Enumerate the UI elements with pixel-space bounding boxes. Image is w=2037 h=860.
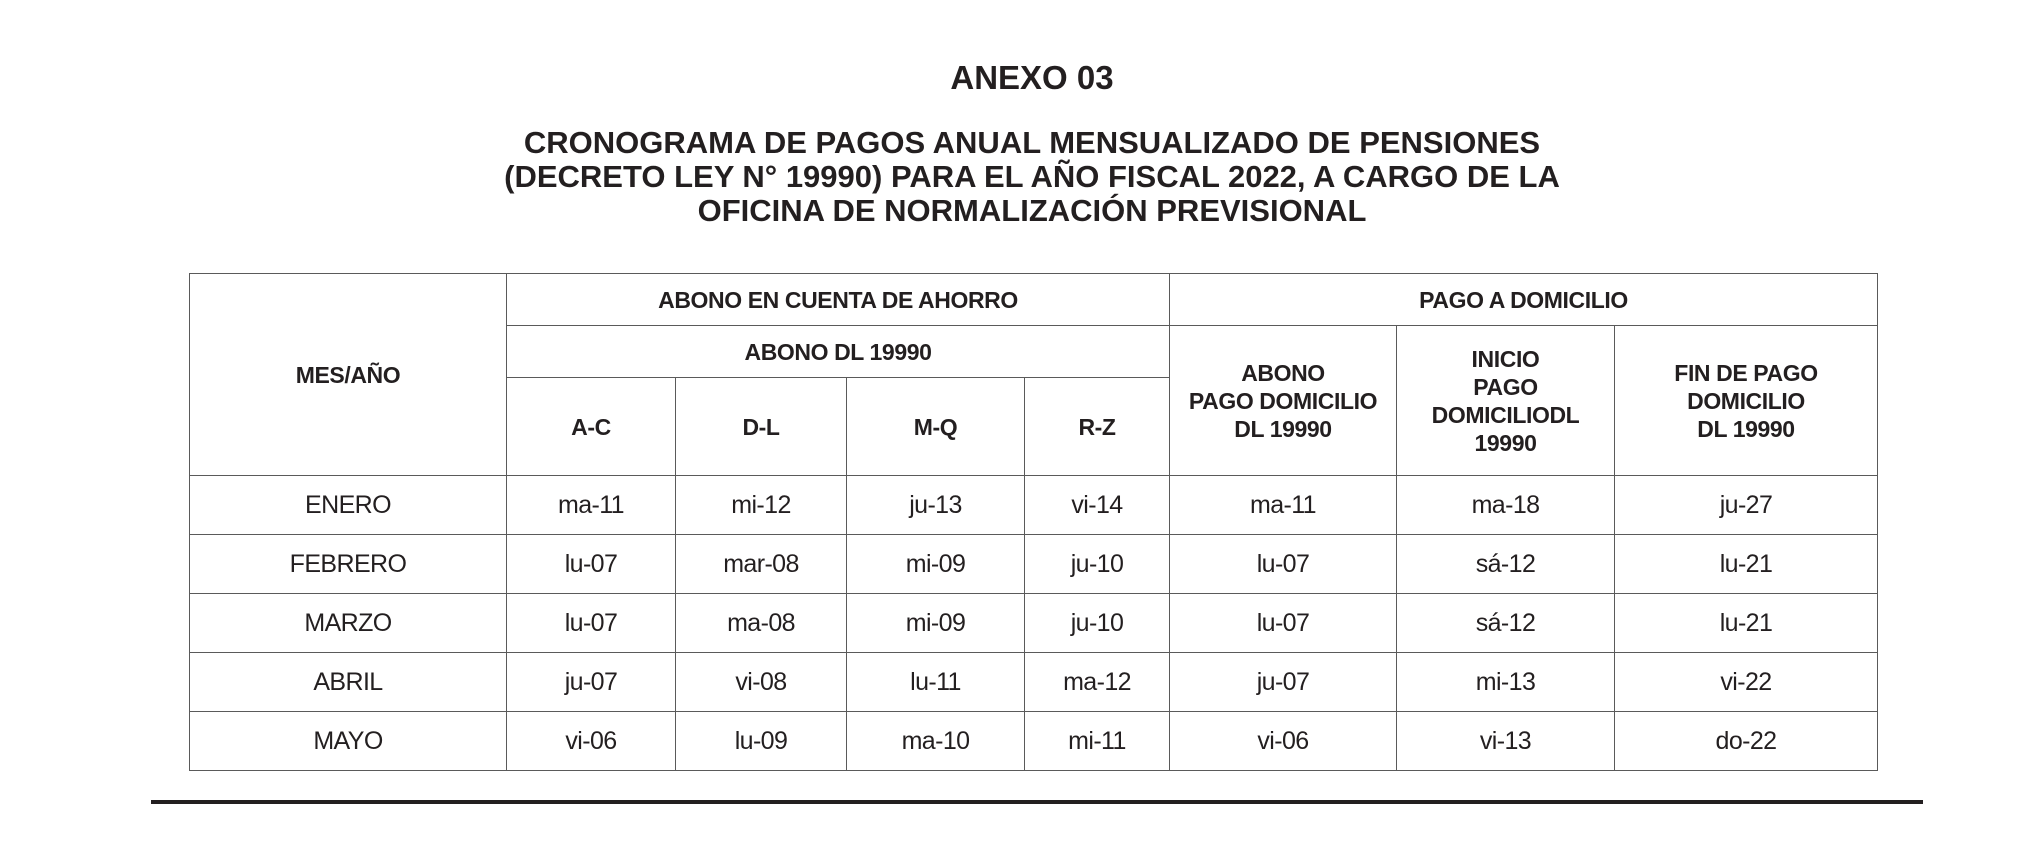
header-group-home-payment: PAGO A DOMICILIO — [1170, 274, 1878, 326]
table-row — [190, 594, 1878, 653]
bottom-divider — [151, 800, 1923, 804]
cell-r-z: ju-10 — [1025, 535, 1170, 594]
cell-r-z: vi-14 — [1025, 476, 1170, 535]
cell-m-q: ju-13 — [847, 476, 1025, 535]
header-text: PAGO — [1473, 373, 1538, 400]
header-col-r-z: R-Z — [1025, 378, 1170, 476]
header-fin-domicilio — [1615, 326, 1878, 476]
cell-month: MAYO — [190, 712, 507, 771]
header-text: DL 19990 — [1234, 415, 1332, 442]
header-text: FIN DE PAGO — [1674, 359, 1818, 386]
cell-d-l: lu-09 — [676, 712, 847, 771]
cell-a-c: ma-11 — [507, 476, 676, 535]
header-text: DOMICILIO — [1687, 387, 1805, 414]
cell-fin-domicilio: vi-22 — [1615, 653, 1878, 712]
cell-month: FEBRERO — [190, 535, 507, 594]
cell-fin-domicilio: do-22 — [1615, 712, 1878, 771]
header-text: DL 19990 — [1697, 415, 1795, 442]
cell-m-q: lu-11 — [847, 653, 1025, 712]
title-line: (DECRETO LEY N° 19990) PARA EL AÑO FISCAL 2022, A CARGO DE LA — [504, 159, 1560, 194]
cell-inicio-domicilio: mi-13 — [1397, 653, 1615, 712]
cell-abono-domicilio: ma-11 — [1170, 476, 1397, 535]
header-col-m-q: M-Q — [847, 378, 1025, 476]
header-col-d-l: D-L — [676, 378, 847, 476]
cell-month: MARZO — [190, 594, 507, 653]
header-group-savings: ABONO EN CUENTA DE AHORRO — [507, 274, 1170, 326]
cell-month: ENERO — [190, 476, 507, 535]
header-text: PAGO DOMICILIO — [1188, 387, 1378, 414]
header-subgroup-dl19990: ABONO DL 19990 — [507, 326, 1170, 378]
cell-a-c: vi-06 — [507, 712, 676, 771]
cell-inicio-domicilio: sá-12 — [1397, 594, 1615, 653]
table-row — [190, 653, 1878, 712]
cell-d-l: ma-08 — [676, 594, 847, 653]
cell-abono-domicilio: vi-06 — [1170, 712, 1397, 771]
header-text: DOMICILIODL — [1431, 401, 1580, 428]
cell-r-z: ju-10 — [1025, 594, 1170, 653]
cell-d-l: mi-12 — [676, 476, 847, 535]
title-line: CRONOGRAMA DE PAGOS ANUAL MENSUALIZADO DE PENSIONES — [523, 125, 1541, 160]
cell-a-c: lu-07 — [507, 594, 676, 653]
document-title — [0, 126, 2037, 228]
cell-d-l: mar-08 — [676, 535, 847, 594]
cell-fin-domicilio: lu-21 — [1615, 535, 1878, 594]
cell-m-q: mi-09 — [847, 594, 1025, 653]
cell-abono-domicilio: ju-07 — [1170, 653, 1397, 712]
header-inicio-domicilio — [1397, 326, 1615, 476]
cell-inicio-domicilio: vi-13 — [1397, 712, 1615, 771]
title-line: OFICINA DE NORMALIZACIÓN PREVISIONAL — [697, 193, 1367, 228]
cell-abono-domicilio: lu-07 — [1170, 535, 1397, 594]
cell-a-c: lu-07 — [507, 535, 676, 594]
table-row — [190, 535, 1878, 594]
cell-abono-domicilio: lu-07 — [1170, 594, 1397, 653]
cell-a-c: ju-07 — [507, 653, 676, 712]
table-row — [190, 476, 1878, 535]
header-text: ABONO — [1241, 359, 1325, 386]
cell-r-z: ma-12 — [1025, 653, 1170, 712]
cell-month: ABRIL — [190, 653, 507, 712]
cell-inicio-domicilio: ma-18 — [1397, 476, 1615, 535]
header-row-1 — [190, 274, 1878, 326]
table-row — [190, 712, 1878, 771]
annex-label: ANEXO 03 — [950, 59, 1114, 96]
header-text: INICIO — [1471, 345, 1540, 372]
cell-r-z: mi-11 — [1025, 712, 1170, 771]
cell-m-q: ma-10 — [847, 712, 1025, 771]
cell-fin-domicilio: lu-21 — [1615, 594, 1878, 653]
cell-m-q: mi-09 — [847, 535, 1025, 594]
cell-inicio-domicilio: sá-12 — [1397, 535, 1615, 594]
cell-d-l: vi-08 — [676, 653, 847, 712]
cell-fin-domicilio: ju-27 — [1615, 476, 1878, 535]
header-col-a-c: A-C — [507, 378, 676, 476]
header-text: 19990 — [1474, 429, 1537, 456]
payment-schedule-table — [189, 273, 1878, 771]
header-abono-domicilio — [1170, 326, 1397, 476]
header-month: MES/AÑO — [190, 274, 507, 476]
